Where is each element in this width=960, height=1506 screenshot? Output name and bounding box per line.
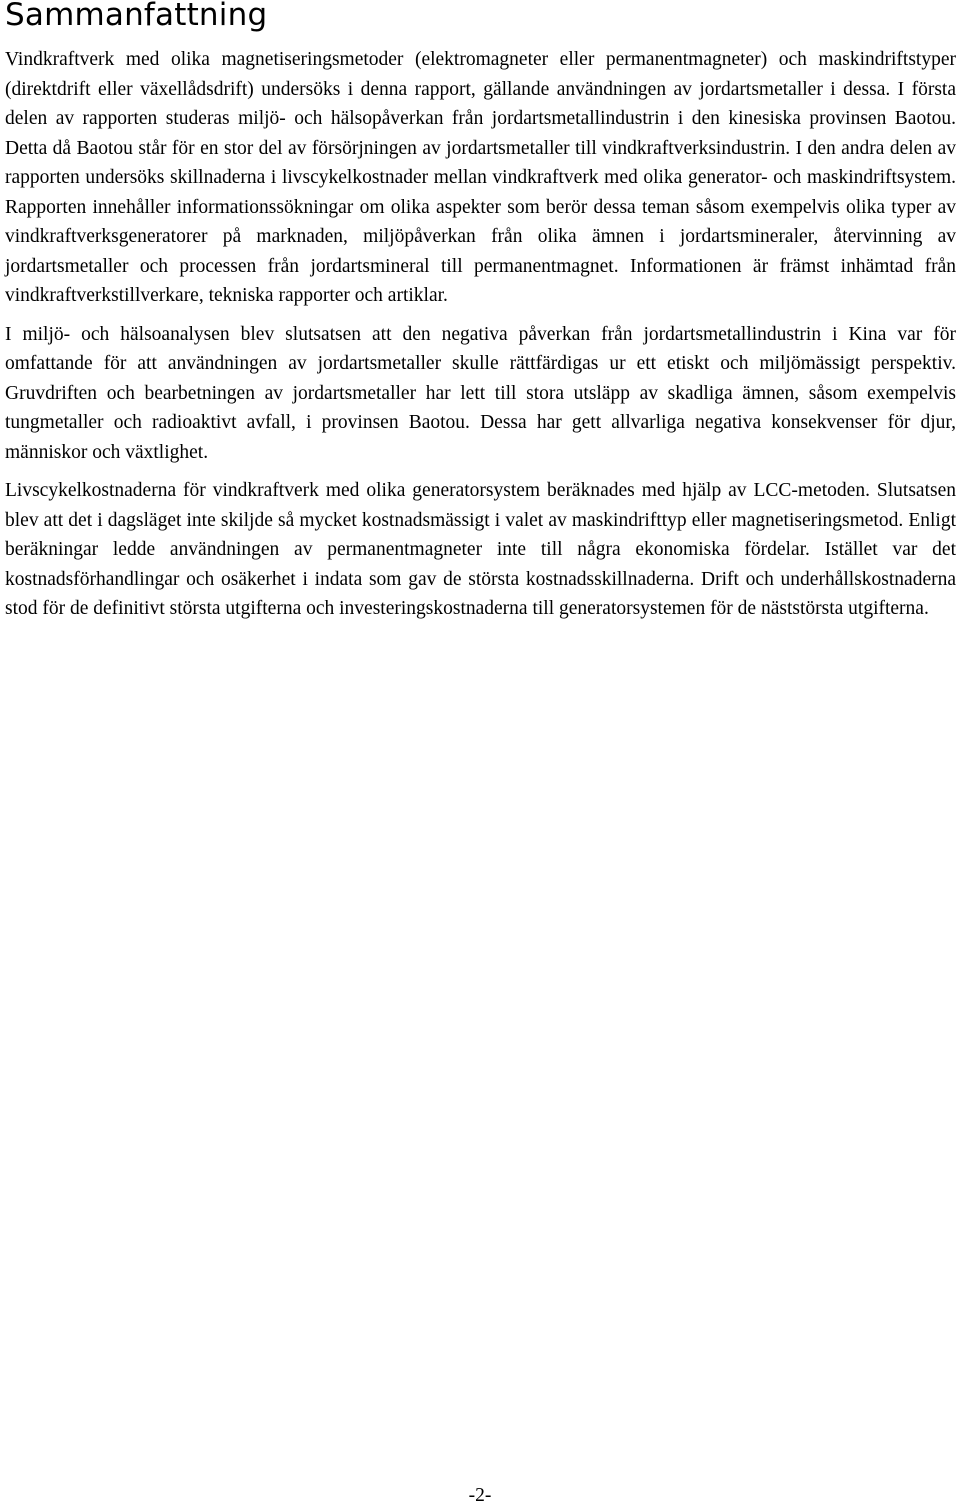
paragraph-lifecycle-costs: Livscykelkostnaderna för vindkraftverk med olika generatorsystem beräknades med hjälp av LCC-metoden. Slutsatsen blev att det i dagsläget inte skiljde så mycket kostnadsmässigt i valet av maskindrifttyp eller magnetiseringsmetod. Enligt beräkningar ledde användningen av permanentmagneter inte till några ekonomiska fördelar. Istället var det kostnadsförhandlingar och osäkerhet i indata som gav de största kostnadsskillnaderna. Drift och underhållskostnaderna stod för de definitivt största utgifterna och investeringskostnaderna till generatorsystemen för de näststörsta utgifterna. xyxy=(5,480,956,619)
page-title: Sammanfattning xyxy=(5,0,268,33)
paragraph-environment-analysis: I miljö- och hälsoanalysen blev slutsatsen att den negativa påverkan från jordartsmetallindustrin i Kina var för omfattande för att användningen av jordartsmetaller skulle rättfärdigas ur ett etiskt och miljömässigt perspektiv. Gruvdriften och bearbetningen av jordartsmetaller har lett till stora utsläpp av skadliga ämnen, såsom exempelvis tungmetaller och radioaktivt avfall, i provinsen Baotou. Dessa har gett allvarliga negativa konsekvenser för djur, människor och växtlighet. xyxy=(5,323,956,463)
paragraph-intro: Vindkraftverk med olika magnetiseringsmetoder (elektromagneter eller permanentmagneter) och maskindriftstyper (direktdrift eller växellådsdrift) undersöks i denna rapport, gällande användningen av jordartsmetaller i dessa. I första delen av rapporten studeras miljö- och hälsopåverkan från jordartsmetallindustrin i den kinesiska provinsen Baotou. Detta då Baotou står för en stor del av försörjningen av jordartsmetaller till vindkraftverksindustrin. I den andra delen av rapporten undersöks skillnaderna i livscykelkostnader mellan vindkraftverk med olika generator- och maskindriftsystem. Rapporten innehåller informationssökningar om olika aspekter som berör dessa teman såsom exempelvis olika typer av vindkraftverksgeneratorer på marknaden, miljöpåverkan från olika ämnen i jordartsmineraler, återvinning av jordartsmetaller och processen från jordartsmineral till permanentmagnet. Informationen är främst inhämtad från vindkraftverkstillverkare, tekniska rapporter och artiklar. xyxy=(5,49,956,306)
summary-body xyxy=(5,45,956,633)
page-number: -2- xyxy=(468,1485,492,1506)
